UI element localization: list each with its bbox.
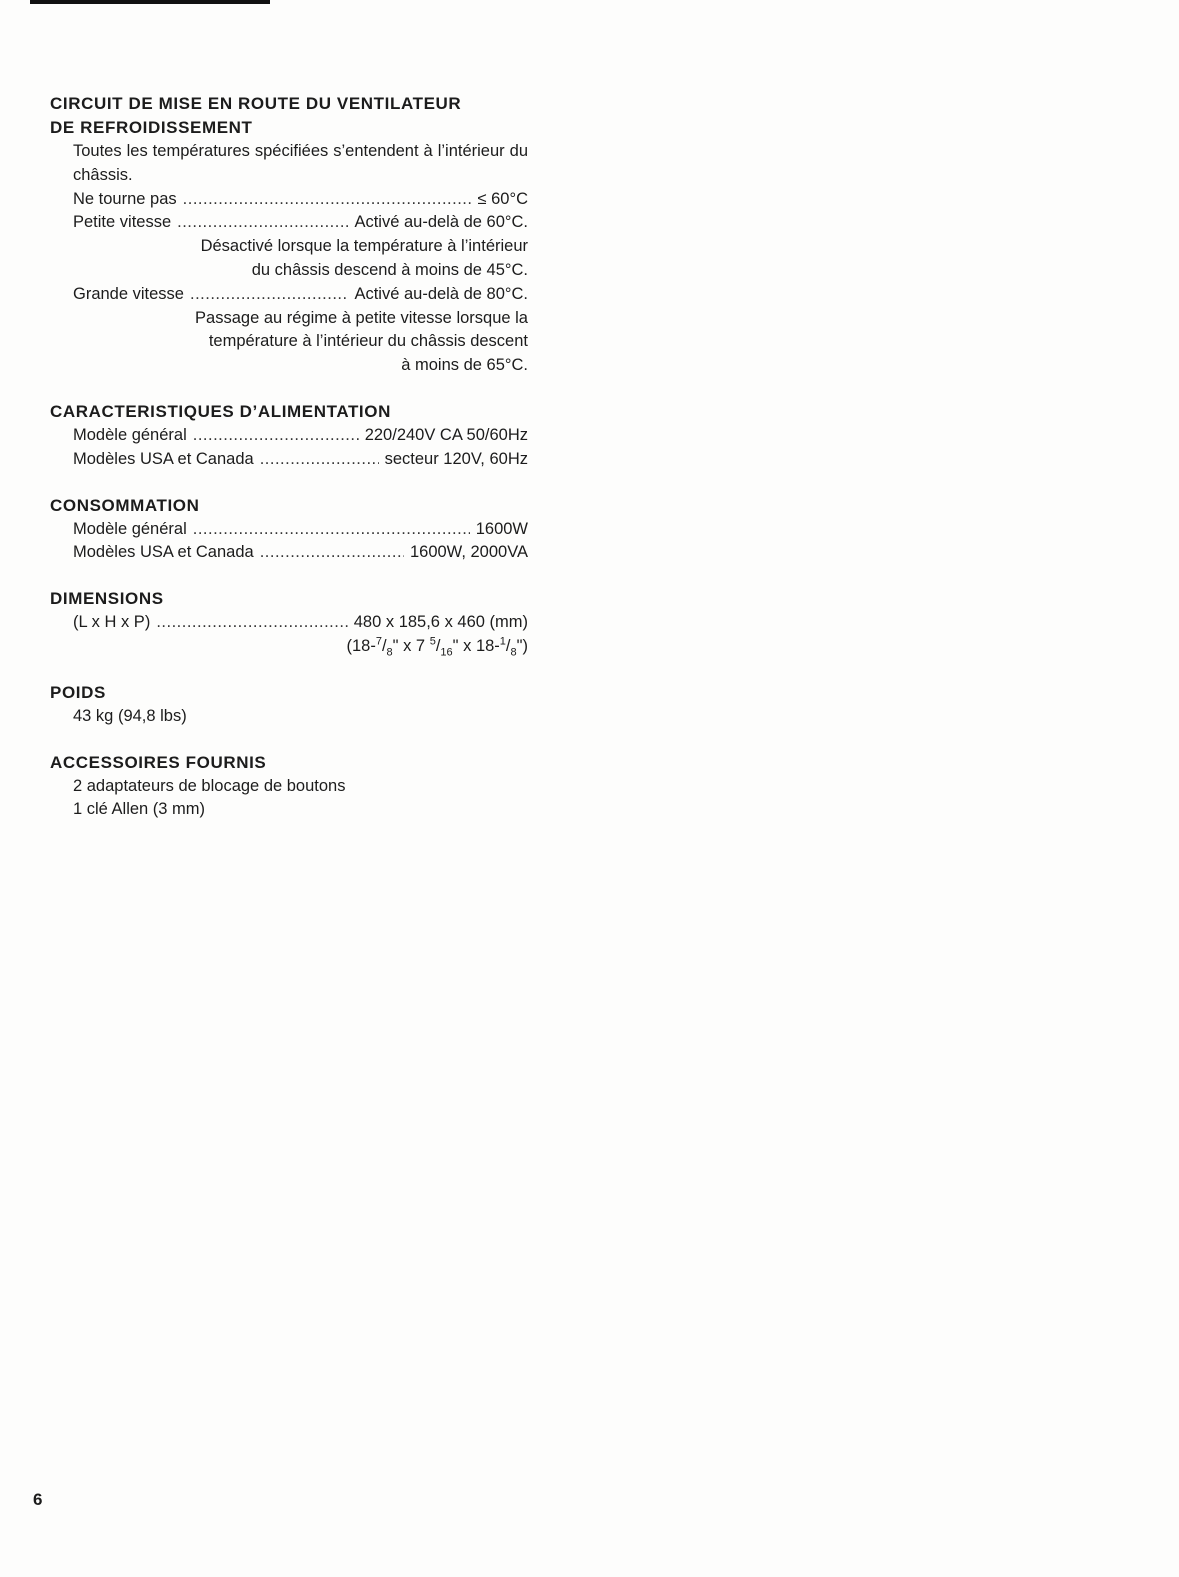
section-consumption [50, 494, 528, 566]
accessory-item: 2 adaptateurs de blocage de boutons [73, 776, 346, 795]
consumption-general-value: 1600W [475, 519, 528, 538]
consumption-general-row [73, 518, 528, 542]
power-general-row [73, 424, 528, 448]
fan-high-row [73, 283, 528, 307]
fan-high-note-line1: Passage au régime à petite vitesse lorsque la [195, 308, 528, 327]
leader-dots [260, 541, 404, 565]
section-accessories [50, 751, 528, 823]
fan-high-note-line2: température à l’intérieur du châssis descent [208, 332, 528, 351]
section-weight [50, 681, 528, 729]
consumption-us-label: Modèles USA et Canada [73, 543, 254, 562]
power-us-label: Modèles USA et Canada [73, 449, 254, 468]
power-heading: CARACTERISTIQUES D’ALIMENTATION [50, 401, 391, 421]
fan-high-value: Activé au-delà de 80°C. [354, 284, 528, 303]
fan-high-note-line3: à moins de 65°C. [401, 356, 528, 375]
page-number: 6 [33, 1490, 43, 1509]
consumption-heading: CONSOMMATION [50, 495, 200, 515]
leader-dots [193, 518, 470, 542]
fan-low-note-line2: du châssis descend à moins de 45°C. [251, 260, 528, 279]
weight-heading: POIDS [50, 682, 106, 702]
fan-low-value: Activé au-delà de 60°C. [354, 213, 528, 232]
fan-low-note-line1: Désactivé lorsque la température à l’intérieur [200, 237, 528, 256]
fan-intro: Toutes les températures spécifiées s’entendent à l’intérieur du châssis. [73, 142, 528, 184]
consumption-us-value: 1600W, 2000VA [409, 543, 528, 562]
power-general-value: 220/240V CA 50/60Hz [364, 425, 528, 444]
leader-dots [260, 448, 379, 472]
dimensions-heading: DIMENSIONS [50, 589, 164, 609]
accessory-item: 1 clé Allen (3 mm) [73, 800, 206, 819]
leader-dots [177, 211, 348, 235]
section-dimensions [50, 587, 528, 659]
leader-dots [190, 283, 348, 307]
fan-low-label: Petite vitesse [73, 213, 172, 232]
spec-column [50, 92, 528, 822]
fan-off-row [73, 188, 528, 212]
section-power [50, 400, 528, 472]
leader-dots [193, 424, 359, 448]
fan-heading-line1: CIRCUIT DE MISE EN ROUTE DU VENTILATEUR [50, 94, 462, 113]
top-rule [30, 0, 270, 4]
weight-value: 43 kg (94,8 lbs) [73, 706, 187, 725]
dimensions-value-inch: ($18-^7/_8$" x 7 $^5/_{16}$" x $18-^1/_8$") [346, 635, 528, 659]
accessories-heading: ACCESSOIRES FOURNIS [50, 752, 267, 772]
dimensions-row [73, 611, 528, 635]
fan-off-label: Ne tourne pas [73, 189, 177, 208]
power-general-label: Modèle général [73, 425, 187, 444]
section-fan-circuit [50, 92, 528, 378]
fan-high-label: Grande vitesse [73, 284, 184, 303]
fan-low-row [73, 211, 528, 235]
power-us-value: secteur 120V, 60Hz [384, 449, 528, 468]
dimensions-value-mm: 480 x 185,6 x 460 (mm) [353, 613, 528, 632]
fan-off-value: ≤ 60°C [477, 189, 528, 208]
leader-dots [183, 188, 472, 212]
power-us-row [73, 448, 528, 472]
dimensions-label: (L x H x P) [73, 613, 151, 632]
fan-heading-line2: DE REFROIDISSEMENT [50, 118, 253, 137]
consumption-general-label: Modèle général [73, 519, 187, 538]
leader-dots [156, 611, 347, 635]
consumption-us-row [73, 541, 528, 565]
